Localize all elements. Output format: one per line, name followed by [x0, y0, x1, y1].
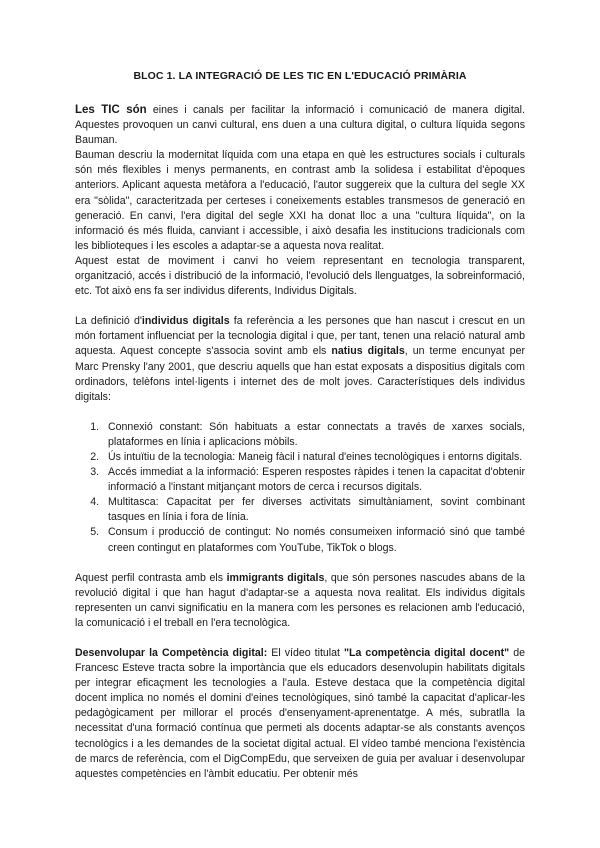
paragraph-tic: Les TIC són eines i canals per facilitar la informació i comunicació de manera digital. Aquestes provoquen un canvi cultural, ens duen a una cultura digital, o cultura líquida segons Bauman.: [75, 104, 525, 147]
paragraph-moviment: Aquest estat de moviment i canvi ho veiem representant en tecnologia transparent, organització, accés i distribució de la informació, l'evolució dels llenguatges, la sobreinformació, etc. Tot això ens fa ser individus diferents, Individus Digitals.: [75, 254, 525, 298]
video-title: "La competència digital docent": [344, 647, 510, 659]
list-item: 3. Accés immediat a la informació: Esperen respostes ràpides i tenen la capacitat d'obtenir informació a l'instant mitjançant motors de cerca i recursos digitals.: [102, 465, 525, 495]
term-immigrants-digitals: immigrants digitals: [226, 571, 325, 584]
page-title: BLOC 1. LA INTEGRACIÓ DE LES TIC EN L'EDUCACIÓ PRIMÀRIA: [133, 70, 467, 82]
characteristics-list: [75, 420, 525, 556]
section-heading-competencia: Desenvolupar la Competència digital:: [75, 647, 268, 659]
list-item: 5. Consum i producció de contingut: No només consumeixen informació sinó que també creen contingut en plataformes com YouTube, TikTok o blogs.: [102, 525, 525, 555]
list-item: 2. Ús intuïtiu de la tecnologia: Maneig fàcil i natural d'eines tecnològiques i entorns digitals.: [102, 450, 525, 465]
term-natius-digitals: natius digitals: [331, 345, 405, 358]
paragraph-competencia-digital: Desenvolupar la Competència digital: El vídeo titulat "La competència digital docent" de Francesc Esteve tracta sobre la importància que els educadors desenvolupin habilitats digitals per integrar eficaçment les tecnologies a l'aula. Esteve destaca que la competència digital docent implica no només el domini d'eines tecnològiques, sinó també la capacitat d'aplicar-les pedagògicament per millorar el procés d'ensenyament-aprenentatge. A més, subratlla la necessitat d'una formació contínua que permeti als docents adaptar-se als constants avenços tecnològics i a les demandes de la societat digital actual. El vídeo també menciona l'existència de marcs de referència, com el DigCompEdu, que serveixen de guia per avaluar i desenvolupar aquestes competències en l'àmbit educatiu. Per obtenir més: [75, 647, 526, 780]
paragraph-bauman: Bauman descriu la modernitat líquida com una etapa en què les estructures socials i culturals són més flexibles i menys permanents, en contrast amb la solidesa i estabilitat d'èpoques anteriors. Aplicant aquesta metàfora a l'educació, l'autor suggereix que la cultura del segle XX era "sòlida", caracteritzada per certeses i coneixements estables transmesos de generació en generació. En canvi, l'era digital del segle XXI ha donat lloc a una "cultura líquida", on la informació és més fluida, canviant i accessible, i això desafia les institucions tradicionals com les biblioteques i les escoles a adaptar-se a aquesta nova realitat.: [75, 149, 525, 252]
paragraph-immigrants-digitals: Aquest perfil contrasta amb els immigrants digitals, que són persones nascudes abans de la revolució digital i que han hagut d'adaptar-se a aquesta nova realitat. Els individus digitals representen un canvi significatiu en la manera com les persones es relacionen amb l'educació, la comunicació i el treball en l'era tecnològica.: [75, 571, 526, 629]
list-item: 1. Connexió constant: Són habituats a estar connectats a través de xarxes socials, plataformes en línia i aplicacions mòbils.: [102, 420, 525, 450]
paragraph-individus-digitals: La definició d'individus digitals fa referència a les persones que han nascut i crescut en un món fortament influenciat per la tecnologia digital i que, per tant, tenen una relació natural amb aquesta. Aquest concepte s'associa sovint amb els natius digitals, un terme encunyat per Marc Prensky l'any 2001, que descriu aquells que han estat exposats a dispositius digitals com ordinadors, telèfons intel·ligents i internet des de molt joves. Característiques dels individus digitals:: [75, 315, 526, 403]
term-individus-digitals: individus digitals: [141, 315, 230, 328]
list-item: 4. Multitasca: Capacitat per fer diverses activitats simultàniament, sovint combinant tasques en línia i fora de línia.: [102, 495, 525, 525]
tic-lead: Les TIC són: [75, 104, 147, 116]
